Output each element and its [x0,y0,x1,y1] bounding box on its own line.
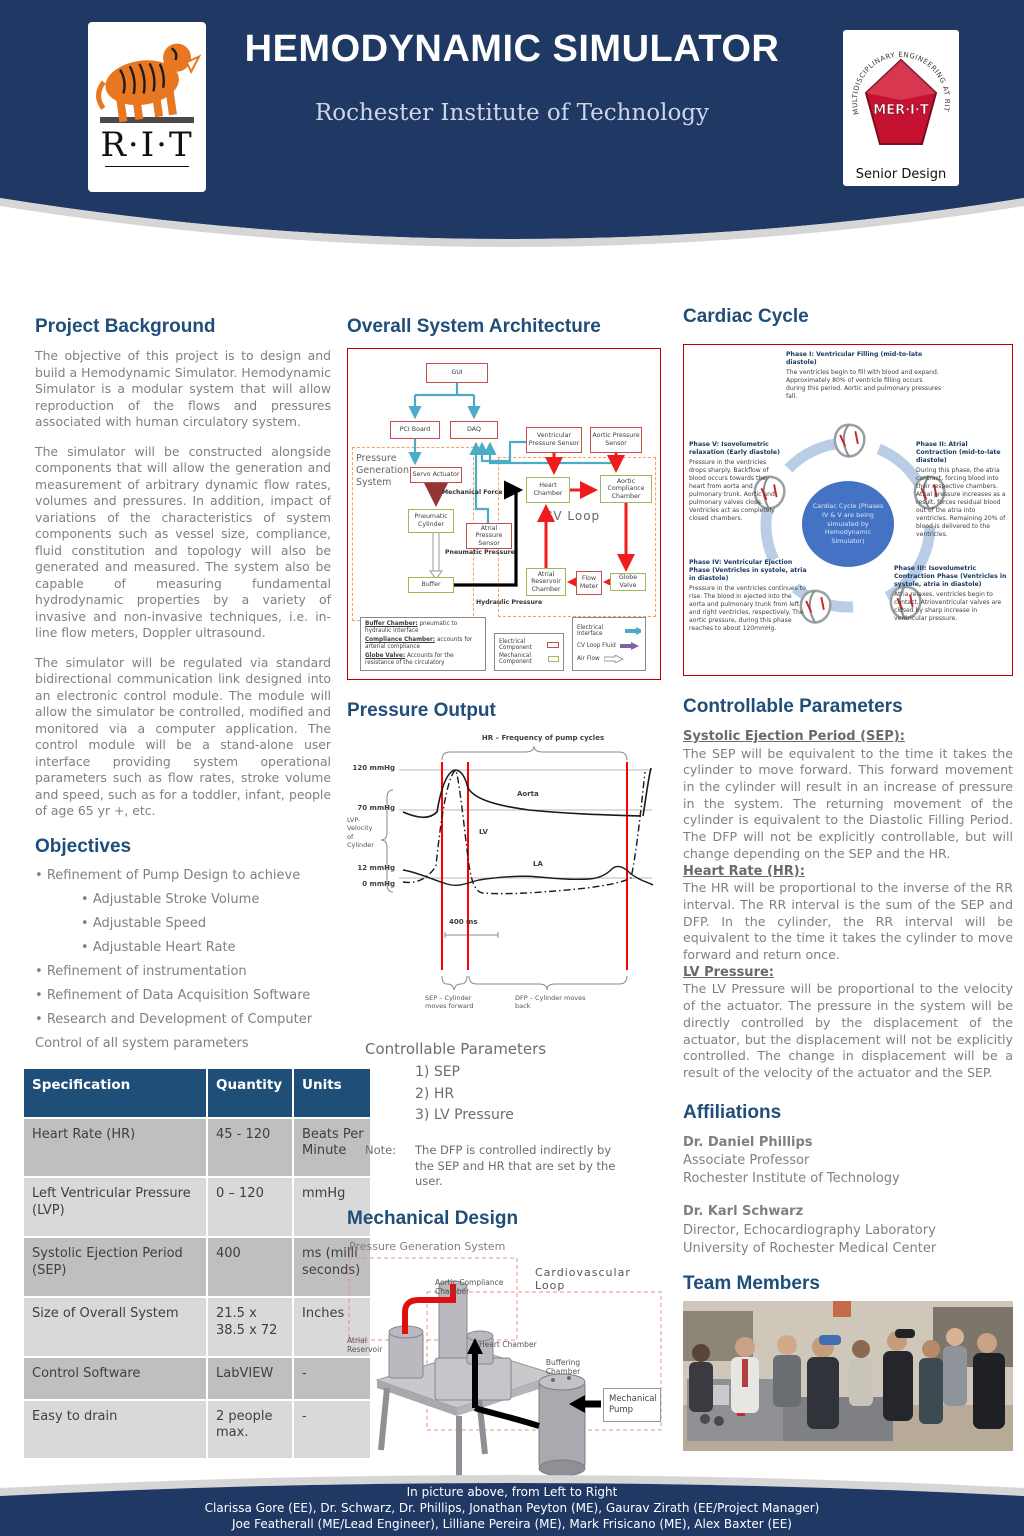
pneumatic-pressure-label: Pneumatic Pressure [445,549,515,556]
node-aortic-pressure-sensor: Aortic Pressure Sensor [590,427,642,453]
table-cell: - [293,1357,371,1400]
md-buffering-label: Buffering Chamber [545,1357,581,1376]
team-photo [683,1301,1013,1451]
table-cell: mmHg [293,1177,371,1237]
table-cell: Beats Per Minute [293,1118,371,1178]
rit-logo [88,22,206,192]
objective-item: • Refinement of Data Acquisition Software [35,988,331,1003]
node-flow-meter: Flow Meter [576,571,602,595]
air-arrow-icon [604,655,624,663]
rit-logo-rule [105,166,189,167]
mechanical-force-label: Mechanical Force [442,489,503,496]
ytick-0: 0 mmHg [362,880,395,888]
objective-item: • Adjustable Speed [81,916,331,931]
pressure-output-title: Pressure Output [347,700,496,721]
lv-series-label: LV [479,828,488,836]
node-heart-chamber: Heart Chamber [526,477,570,503]
md-pgs-label: Pressure Generation System [349,1239,506,1253]
md-cv-label: Cardiovascular Loop [535,1265,631,1292]
node-globe-valve: Globe Valve [610,573,646,591]
objective-item: • Adjustable Heart Rate [81,940,331,955]
background-paragraph: The simulator will be constructed alongside components that will allow the generation and measurement of arbitrary dynamic flow rates, volumes and pressures. In addition, impact of variations of the characteristics of system components such as vessel size, compliance, fluid constitution and topology will also be generated and measured. The system also be capable of measuring fundamental hydrodynamic properties by a variety of invasive and non-invasive techniques, i.e. in-line flow meters, Doppler ultrasound. [35,443,331,640]
node-pneumatic-cylinder: Pneumatic Cylinder [408,509,454,533]
footer-names-line: Joe Featherall (ME/Lead Engineer), Lilliane Pereira (ME), Mark Frisicano (ME), Alex Baxter (EE) [232,1517,792,1531]
ytick-70: 70 mmHg [357,804,395,812]
cardiac-center-label: Cardiac Cycle (Phases IV & V are being simulated by Hemodynamic Simulator) [802,481,894,567]
flow-key-legend: Electrical Interface CV Loop Fluid Air Flow [572,617,646,671]
rit-logo-text: R·I·T [100,125,194,165]
objective-item: Control of all system parameters [35,1035,249,1051]
objective-item: • Refinement of Pump Design to achieve [35,868,331,883]
node-atrial-reservoir-chamber: Atrial Reservoir Chamber [526,568,566,596]
param-heading: Systolic Ejection Period (SEP): [683,729,905,744]
phase-1: Phase I: Ventricular Filling (mid-to-late diastole) The ventricles begin to fill with blood and expand. Approximately 80% of ventricle filling occurs during this period. Aortic and pulmonary pressures fall. [786,351,942,400]
pressure-output-chart [347,732,665,1024]
objectives-title: Objectives [35,835,132,857]
node-daq: DAQ [450,421,498,439]
objective-item: • Adjustable Stroke Volume [81,892,331,907]
component-key-legend: Electrical Component Mechanical Component [494,633,564,671]
phase-5: Phase V: Isovolumetric relaxation (Early diastole) Pressure in the ventricles drops sharply. Backflow of blood occurs towards the heart from aorta and pulmonary trunk. Aortic and pulmonary valves close. Ventricles act as completely closed chambers. [689,441,780,522]
right-column [683,306,1013,1451]
electrical-swatch [547,642,559,648]
pressure-chart-canvas [347,732,665,1024]
table-cell: 21.5 x 38.5 x 72 [207,1297,293,1357]
interval-label: 400 ms [449,918,478,926]
table-cell: - [293,1400,371,1460]
ytick-12: 12 mmHg [357,864,395,872]
note-text: The DFP is controlled indirectly by the SEP and HR that are set by the user. [415,1143,616,1189]
poster-title: HEMODYNAMIC SIMULATOR [244,28,780,70]
param-body: The LV Pressure will be proportional to the velocity of the actuator. The pressure in the system will be directly controlled by the displacement of the actuator, but the displacement will not be explicitly controlled. The change in displacement will be a result of the velocity of the actuator and the SEP. [683,981,1013,1081]
table-row [23,1400,371,1460]
md-acc-label: Aortic Compliance Chamber [435,1277,504,1296]
affiliation-entry [683,1134,1013,1189]
node-servo-actuator: Servo Actuator [410,467,462,483]
phase-4: Phase IV: Ventricular Ejection Phase (Ventricles in systole, atria in diastole) Pressure in the ventricles continues to rise. The blood in ejected into the aorta and pulmonary trunk from left and right ventricles, respectively. The aortic pressure, during this phase reaches to about 120mmHg. [689,559,807,632]
architecture-title: Overall System Architecture [347,316,601,337]
heart-icon [830,421,868,459]
affiliation-role: Director, Echocardiography Laboratory [683,1222,936,1238]
table-cell: 0 – 120 [207,1177,293,1237]
table-cell: 400 [207,1237,293,1297]
table-cell: Heart Rate (HR) [23,1118,207,1178]
controllable-item: 2) HR [415,1085,455,1102]
affiliation-entry [683,1203,1013,1258]
background-paragraph: The simulator will be regulated via standard bidirectional communication link designed into an electronic control module. The module will allow the simulator be controlled, modified and monitored via a computer application. The control module will be a stand-alone user interface providing system operational parameters such as flow rates, stroke volume and speed, such as for a toddler, infant, people of age 65 yr +, etc. [35,654,331,818]
background-paragraph: The objective of this project is to design and build a Hemodynamic Simulator. Hemodynamic Simulator is a modular system that will allow reproduction of the flows and pressures associated with human circulatory system. [35,348,331,429]
table-header-row [23,1068,371,1118]
cardiac-cycle-title: Cardiac Cycle [683,306,809,327]
pgs-label: Pressure Generation System [356,453,409,488]
blue-arrow-icon [625,627,641,635]
hr-annotation: HR – Frequency of pump cycles [481,734,605,742]
specification-table [22,1067,372,1461]
table-cell: Left Ventricular Pressure (LVP) [23,1177,207,1237]
hydraulic-pressure-label: Hydraulic Pressure [476,599,543,606]
md-pump-label: Mechanical Pump [603,1388,661,1422]
param-heading: LV Pressure: [683,964,774,980]
affiliation-role: Associate Professor [683,1153,810,1169]
architecture-diagram [347,348,661,680]
column-header: Specification [23,1068,207,1118]
affiliations-title: Affiliations [683,1101,782,1123]
mechanical-design-title: Mechanical Design [347,1207,519,1229]
mechanical-swatch [548,656,559,662]
merit-logo [843,30,959,186]
controllable-item: 1) SEP [415,1064,460,1080]
affiliation-name: Dr. Daniel Phillips [683,1134,813,1150]
table-cell: 2 people max. [207,1400,293,1460]
phase-3: Phase III: Isovolumetric Contraction Phase (Ventricles in systole, atria in diastole) Atria relaxes, ventricles begin to contact. Atrioventricular valves are closed by sharp increase in ventricular pressure. [894,565,1007,622]
controllable-item: 3) LV Pressure [415,1107,514,1124]
merit-arc-text: MULTIDISCIPLINARY ENGINEERING AT RIT [850,50,952,116]
purple-arrow-icon [620,642,640,650]
team-members-title: Team Members [683,1272,820,1294]
md-heart-label: Heart Chamber [479,1339,537,1349]
objective-item: • Refinement of instrumentation [35,964,331,979]
table-cell: Size of Overall System [23,1297,207,1357]
node-buffer: Buffer [408,577,454,593]
node-pci-board: PCI Board [390,421,440,439]
table-row [23,1177,371,1237]
aorta-series-label: Aorta [517,790,539,798]
cv-loop-label: CV Loop [544,509,601,523]
table-row [23,1237,371,1297]
node-atrial-pressure-sensor: Atrial Pressure Sensor [466,523,512,549]
table-cell: Control Software [23,1357,207,1400]
footer-caption: In picture above, from Left to Right [406,1485,618,1499]
sep-annotation: SEP – Cylinder moves forward [425,994,474,1011]
dfp-annotation: DFP – Cylinder moves back [515,994,586,1011]
table-row [23,1357,371,1400]
merit-caption: Senior Design [855,167,947,182]
table-row [23,1297,371,1357]
md-atrial-label: Atrial Reservoir [347,1335,383,1354]
param-body: The SEP will be equivalent to the time it takes the cylinder to move forward. This forward movement in the cylinder will result in an increase of pressure in the system. The returning movement of the cylinder is equivalent to the Diastolic Filling Period. The DFP will not be explicitly controllable, but will change depending on the SEP and the HR. [683,745,1013,861]
lvp-annotation: LVP- Velocity of Cylinder [347,816,374,850]
affiliation-name: Dr. Karl Schwarz [683,1204,804,1220]
table-cell: Easy to drain [23,1400,207,1460]
affiliation-org: Rochester Institute of Technology [683,1171,900,1187]
table-cell: Inches [293,1297,371,1357]
table-cell: 45 - 120 [207,1118,293,1178]
table-cell: ms (milli seconds) [293,1237,371,1297]
mechanical-design-diagram [347,1240,665,1488]
params-title: Controllable Parameters [683,696,903,717]
param-heading: Heart Rate (HR): [683,863,805,879]
la-series-label: LA [533,860,543,868]
param-body: The HR will be proportional to the inverse of the RR interval. The RR interval is the sum of the SEP and DFP. In the cylinder, the RR interval will be equivalent to the time it takes the cylinder to move forward and return once. [683,880,1013,963]
node-ventricular-pressure-sensor: Ventricular Pressure Sensor [526,427,582,453]
rit-tiger-icon [92,26,202,126]
table-row [23,1118,371,1178]
footer-names-line: Clarissa Gore (EE), Dr. Schwarz, Dr. Phillips, Jonathan Peyton (ME), Gaurav Zirath (EE/Project Manager) [204,1501,820,1515]
middle-column [347,316,665,1488]
architecture-definitions-legend: Buffer Chamber: pneumatic to hydraulic interface Compliance Chamber: accounts for arterial compliance Globe Valve: Accounts for the resistance of the circulatory [360,617,486,671]
project-background-title: Project Background [35,316,216,337]
node-gui: GUI [426,363,488,383]
controllable-parameters-heading: Controllable Parameters [365,1040,547,1058]
table-cell: Systolic Ejection Period (SEP) [23,1237,207,1297]
phase-2: Phase II: Atrial Contraction (mid-to-late diastole) During this phase, the atria contract, forcing blood into their respective chambers. Atrial pressure increases as a result, forces residual blood out of the atria into ventricles. Remaining 20% of blood is delivered to the ventricles. [916,441,1006,538]
column-header: Units [293,1068,371,1118]
node-aortic-compliance-chamber: Aortic Compliance Chamber [600,475,652,503]
column-header: Quantity [207,1068,293,1118]
team-photo-image [683,1301,1013,1451]
ytick-120: 120 mmHg [352,764,395,772]
table-cell: LabVIEW [207,1357,293,1400]
affiliation-org: University of Rochester Medical Center [683,1240,937,1256]
note-block [365,1143,665,1190]
merit-name: MER·I·T [873,103,929,118]
note-label: Note: [365,1143,397,1158]
objective-item: • Research and Development of Computer [35,1012,331,1027]
poster-subtitle: Rochester Institute of Technology [314,100,710,126]
cardiac-cycle-diagram [683,344,1013,676]
